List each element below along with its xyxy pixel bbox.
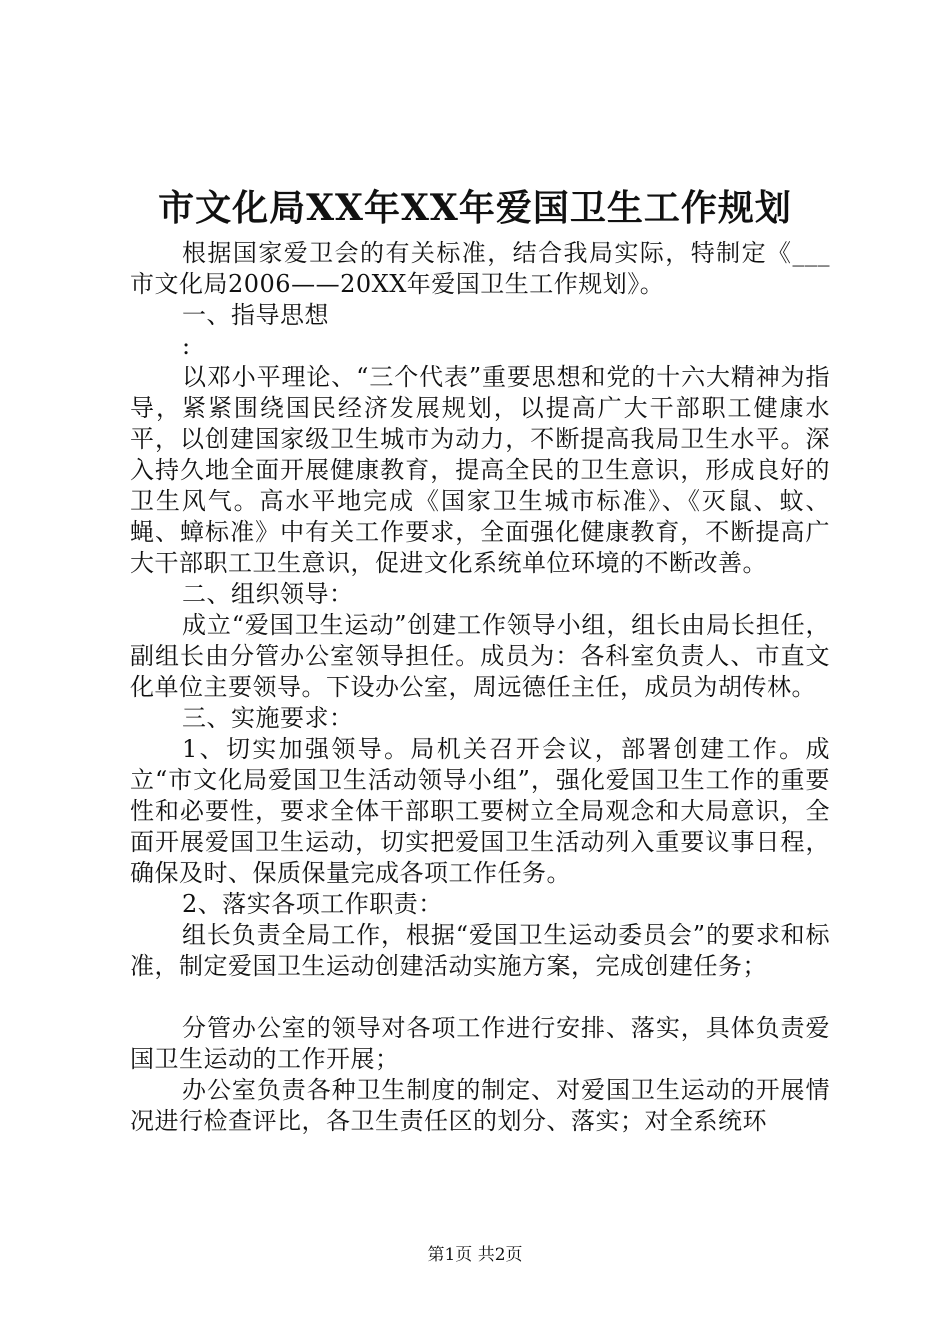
organization-paragraph: 成立“爱国卫生运动”创建工作领导小组，组长由局长担任，副组长由分管办公室领导担任。成员为：各科室负责人、市直文化单位主要领导。下设办公室，周远德任主任，成员为胡传林。 [130, 611, 830, 701]
paragraph-gap [130, 982, 830, 1013]
section-heading-organization: 二、组织领导： [182, 580, 354, 608]
section-heading-guiding-thought: 一、指导思想 [182, 301, 329, 329]
document-title: 市文化局XX年XX年爱国卫生工作规划 [158, 187, 792, 229]
section-heading-requirements: 三、实施要求： [182, 704, 354, 732]
intro-paragraph: 根据国家爱卫会的有关标准，结合我局实际，特制定《___市文化局2006——20XX年爱国卫生工作规划》。 [130, 239, 830, 298]
office-duty-paragraph: 办公室负责各种卫生制度的制定、对爱国卫生运动的开展情况进行检查评比，各卫生责任区的划分、落实；对全系统环 [130, 1076, 830, 1135]
page-footer: 第1页 共2页 [427, 1245, 523, 1265]
requirement-item-1: 1、切实加强领导。局机关召开会议，部署创建工作。成立“市文化局爱国卫生活动领导小组”，强化爱国卫生工作的重要性和必要性，要求全体干部职工要树立全局观念和大局意识，全面开展爱国卫生运动，切实把爱国卫生活动列入重要议事日程，确保及时、保质保量完成各项工作任务。 [130, 735, 830, 887]
guiding-thought-paragraph: 以邓小平理论、“三个代表”重要思想和党的十六大精神为指导，紧紧围绕国民经济发展规划，以提高广大干部职工健康水平，以创建国家级卫生城市为动力，不断提高我局卫生水平。深入持久地全面开展健康教育，提高全民的卫生意识，形成良好的卫生风气。高水平地完成《国家卫生城市标准》、《灭鼠、蚊、蝇、蟑标准》中有关工作要求，全面强化健康教育，不断提高广大干部职工卫生意识，促进文化系统单位环境的不断改善。 [130, 363, 830, 577]
colon-line: : [182, 332, 191, 360]
leader-duty-paragraph: 组长负责全局工作，根据“爱国卫生运动委员会”的要求和标准，制定爱国卫生运动创建活动实施方案，完成创建任务； [130, 921, 830, 980]
requirement-item-2-heading: 2、落实各项工作职责： [182, 890, 443, 918]
document-body [130, 238, 830, 1137]
office-leader-duty-paragraph: 分管办公室的领导对各项工作进行安排、落实，具体负责爱国卫生运动的工作开展； [130, 1014, 830, 1073]
